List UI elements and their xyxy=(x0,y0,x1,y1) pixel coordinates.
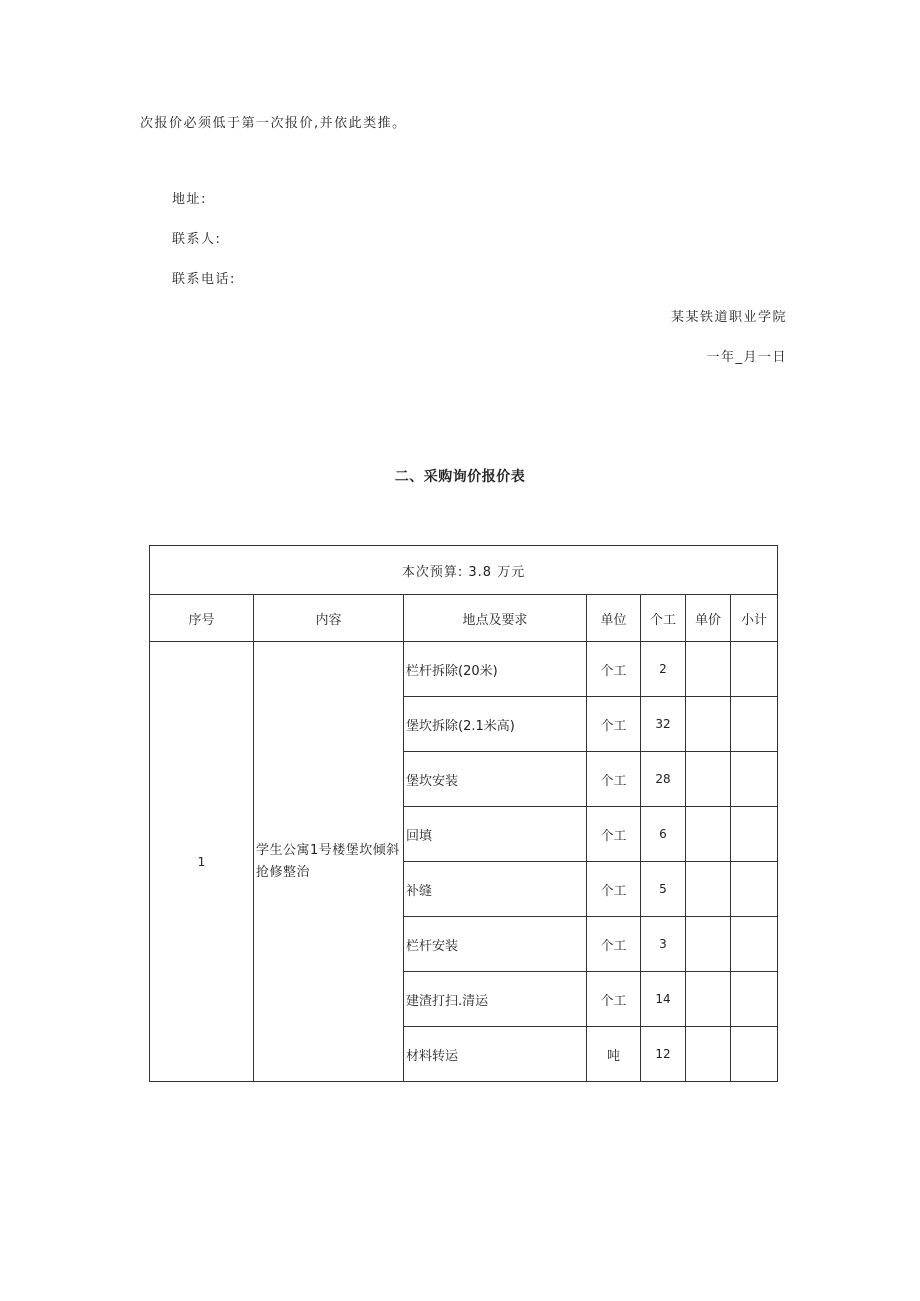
unit-cell: 个工 xyxy=(587,917,641,972)
item-cell: 回填 xyxy=(404,807,587,862)
qty-cell: 3 xyxy=(641,917,686,972)
section-title: 二、采购询价报价表 xyxy=(394,469,526,485)
address-label: 地址: xyxy=(172,192,207,207)
item-cell: 堡坎拆除(2.1米高) xyxy=(404,697,587,752)
header-unit: 单位 xyxy=(587,595,641,642)
content-cell: 学生公寓1号楼堡坎倾斜抢修整治 xyxy=(254,642,404,1082)
date-line: 一年_月一日 xyxy=(706,350,787,365)
seq-cell: 1 xyxy=(150,642,254,1082)
subtotal-cell[interactable] xyxy=(731,807,778,862)
qty-cell: 2 xyxy=(641,642,686,697)
item-cell: 堡坎安装 xyxy=(404,752,587,807)
subtotal-cell[interactable] xyxy=(731,972,778,1027)
item-cell: 补缝 xyxy=(404,862,587,917)
item-cell: 栏杆安装 xyxy=(404,917,587,972)
header-content: 内容 xyxy=(254,595,404,642)
header-row xyxy=(150,595,778,642)
item-cell: 材料转运 xyxy=(404,1027,587,1082)
organization-name: 某某铁道职业学院 xyxy=(670,310,787,325)
qty-cell: 12 xyxy=(641,1027,686,1082)
price-cell[interactable] xyxy=(686,752,731,807)
price-cell[interactable] xyxy=(686,807,731,862)
subtotal-cell[interactable] xyxy=(731,697,778,752)
budget-cell: 本次预算: 3.8 万元 xyxy=(150,546,778,595)
phone-label: 联系电话: xyxy=(172,272,236,287)
unit-cell: 个工 xyxy=(587,807,641,862)
qty-cell: 32 xyxy=(641,697,686,752)
unit-cell: 个工 xyxy=(587,697,641,752)
table-row xyxy=(150,642,778,697)
subtotal-cell[interactable] xyxy=(731,642,778,697)
price-cell[interactable] xyxy=(686,972,731,1027)
subtotal-cell[interactable] xyxy=(731,752,778,807)
subtotal-cell[interactable] xyxy=(731,1027,778,1082)
price-cell[interactable] xyxy=(686,917,731,972)
qty-cell: 14 xyxy=(641,972,686,1027)
header-subtotal: 小计 xyxy=(731,595,778,642)
unit-cell: 吨 xyxy=(587,1027,641,1082)
qty-cell: 6 xyxy=(641,807,686,862)
unit-cell: 个工 xyxy=(587,862,641,917)
unit-cell: 个工 xyxy=(587,642,641,697)
qty-cell: 28 xyxy=(641,752,686,807)
intro-text: 次报价必须低于第一次报价,并依此类推。 xyxy=(140,116,407,131)
contact-label: 联系人: xyxy=(172,232,222,247)
subtotal-cell[interactable] xyxy=(731,862,778,917)
quotation-table xyxy=(149,545,778,1082)
header-price: 单价 xyxy=(686,595,731,642)
price-cell[interactable] xyxy=(686,862,731,917)
header-location: 地点及要求 xyxy=(404,595,587,642)
qty-cell: 5 xyxy=(641,862,686,917)
item-cell: 栏杆拆除(20米) xyxy=(404,642,587,697)
price-cell[interactable] xyxy=(686,697,731,752)
unit-cell: 个工 xyxy=(587,972,641,1027)
header-seq: 序号 xyxy=(150,595,254,642)
price-cell[interactable] xyxy=(686,642,731,697)
item-cell: 建渣打扫.清运 xyxy=(404,972,587,1027)
unit-cell: 个工 xyxy=(587,752,641,807)
header-qty: 个工 xyxy=(641,595,686,642)
subtotal-cell[interactable] xyxy=(731,917,778,972)
price-cell[interactable] xyxy=(686,1027,731,1082)
